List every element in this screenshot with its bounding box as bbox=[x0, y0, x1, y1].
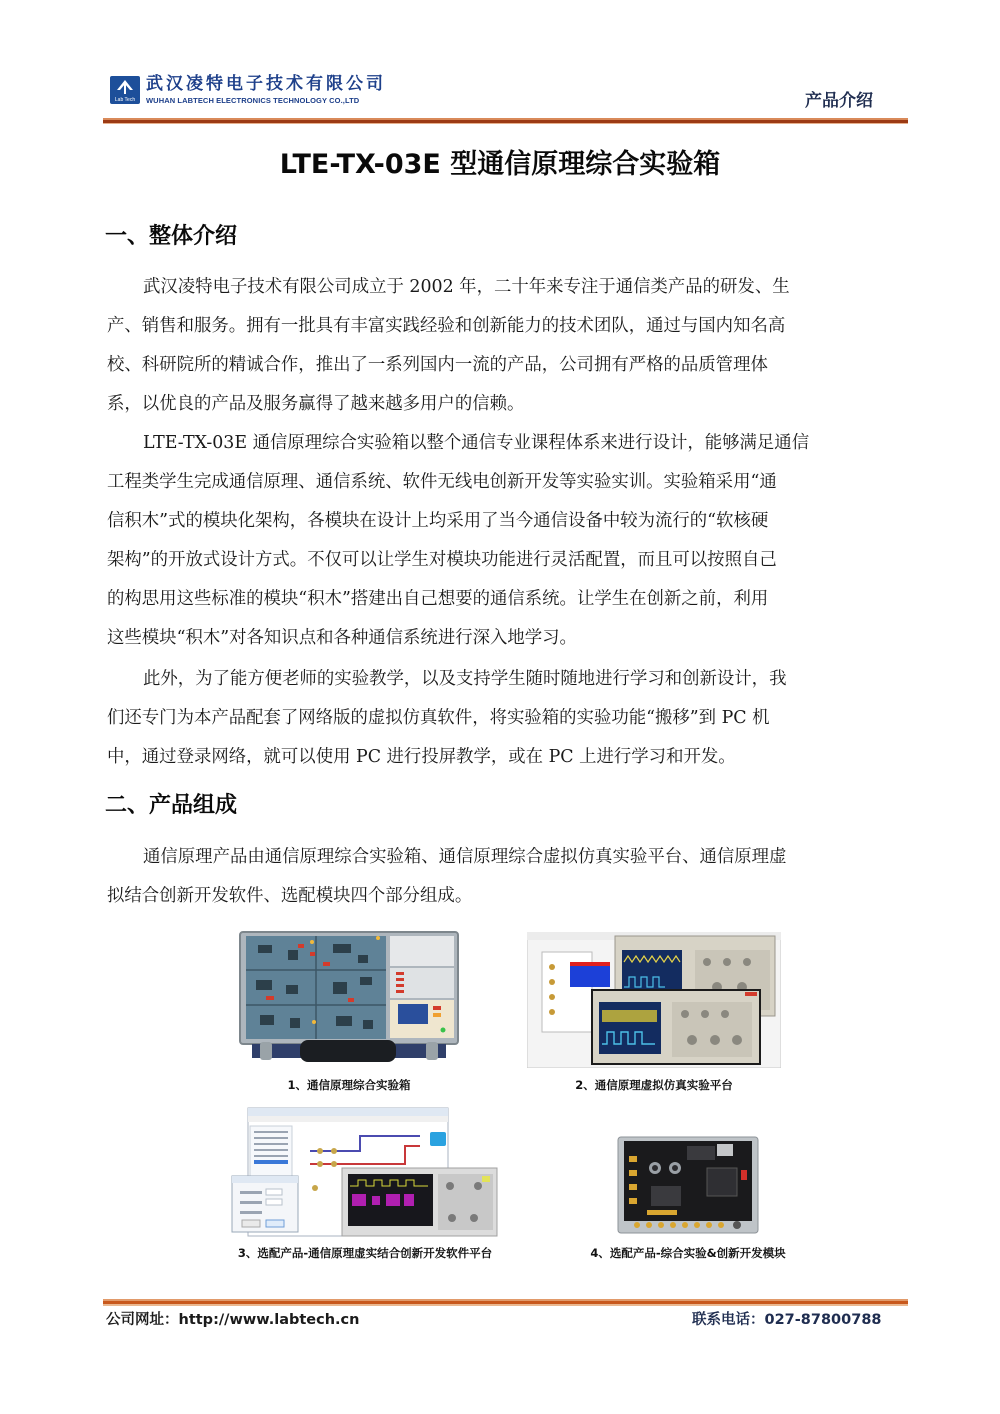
paragraph-product-design bbox=[107, 424, 892, 658]
paragraph-line: 拟结合创新开发软件、选配模块四个部分组成。 bbox=[107, 886, 473, 906]
figure-innovation-module bbox=[617, 1136, 759, 1234]
footer-rule bbox=[103, 1304, 908, 1306]
virtual-simulation-screenshot bbox=[527, 932, 781, 1068]
figure-caption: 4、选配产品-综合实验&创新开发模块 bbox=[590, 1246, 786, 1260]
company-name-en: WUHAN LABTECH ELECTRONICS TECHNOLOGY CO.,LTD bbox=[146, 96, 360, 105]
paragraph-line: 的构思用这些标准的模块“积木”搭建出自己想要的通信系统。让学生在创新之前，利用 bbox=[107, 589, 769, 609]
paragraph-line: 架构”的开放式设计方式。不仅可以让学生对模块功能进行灵活配置，而且可以按照自己 bbox=[107, 550, 777, 570]
paragraph-line: 工程类学生完成通信原理、通信系统、软件无线电创新开发等实验实训。实验箱采用“通 bbox=[107, 472, 777, 492]
paragraph-line: 系，以优良的产品及服务赢得了越来越多用户的信赖。 bbox=[107, 394, 525, 414]
paragraph-line: 此外，为了能方便老师的实验教学，以及支持学生随时随地进行学习和创新设计，我 bbox=[143, 669, 787, 689]
software-platform-screenshot bbox=[230, 1106, 500, 1239]
figure-caption: 3、选配产品-通信原理虚实结合创新开发软件平台 bbox=[237, 1246, 493, 1260]
footer-phone: 联系电话：027-87800788 bbox=[692, 1312, 882, 1328]
document-title: LTE-TX-03E 型通信原理综合实验箱 bbox=[279, 149, 721, 180]
paragraph-line: 们还专门为本产品配套了网络版的虚拟仿真软件，将实验箱的实验功能“搬移”到 PC 机 bbox=[107, 708, 770, 728]
paragraph-line: 信积木”式的模块化架构，各模块在设计上均采用了当今通信设备中较为流行的“软核硬 bbox=[107, 511, 769, 531]
paragraph-company-intro bbox=[107, 268, 892, 424]
paragraph-line: LTE-TX-03E 通信原理综合实验箱以整个通信专业课程体系来进行设计，能够满足通信 bbox=[143, 433, 810, 453]
section-heading-overview: 一、整体介绍 bbox=[105, 224, 238, 249]
figure-experiment-box bbox=[238, 930, 460, 1068]
figure-virtual-simulation bbox=[527, 932, 781, 1068]
paragraph-line: 产、销售和服务。拥有一批具有丰富实践经验和创新能力的技术团队，通过与国内知名高 bbox=[107, 316, 786, 336]
logo-arrow-icon bbox=[116, 79, 134, 95]
header-rule bbox=[103, 123, 908, 124]
figure-caption: 1、通信原理综合实验箱 bbox=[287, 1078, 411, 1092]
paragraph-line: 通信原理产品由通信原理综合实验箱、通信原理综合虚拟仿真实验平台、通信原理虚 bbox=[143, 847, 787, 867]
logo-text: Lab Tech bbox=[114, 97, 136, 103]
header-section-tag: 产品介绍 bbox=[805, 91, 873, 111]
paragraph-line: 这些模块“积木”对各知识点和各种通信系统进行深入地学习。 bbox=[107, 628, 577, 648]
paragraph-line: 武汉凌特电子技术有限公司成立于 2002 年，二十年来专注于通信类产品的研发、生 bbox=[143, 277, 790, 297]
paragraph-virtual-software bbox=[107, 660, 892, 777]
figure-caption: 2、通信原理虚拟仿真实验平台 bbox=[575, 1078, 733, 1092]
company-name-cn: 武汉凌特电子技术有限公司 bbox=[146, 74, 386, 94]
innovation-module-photo bbox=[617, 1136, 759, 1234]
figure-software-platform bbox=[230, 1106, 500, 1239]
experiment-box-photo bbox=[238, 930, 460, 1068]
footer-website[interactable]: 公司网址：http://www.labtech.cn bbox=[106, 1312, 360, 1328]
paragraph-composition bbox=[107, 838, 892, 916]
section-heading-composition: 二、产品组成 bbox=[105, 793, 238, 818]
company-logo bbox=[110, 76, 140, 104]
paragraph-line: 中，通过登录网络，就可以使用 PC 进行投屏教学，或在 PC 上进行学习和开发。 bbox=[107, 747, 736, 767]
paragraph-line: 校、科研院所的精诚合作，推出了一系列国内一流的产品，公司拥有严格的品质管理体 bbox=[107, 355, 768, 375]
